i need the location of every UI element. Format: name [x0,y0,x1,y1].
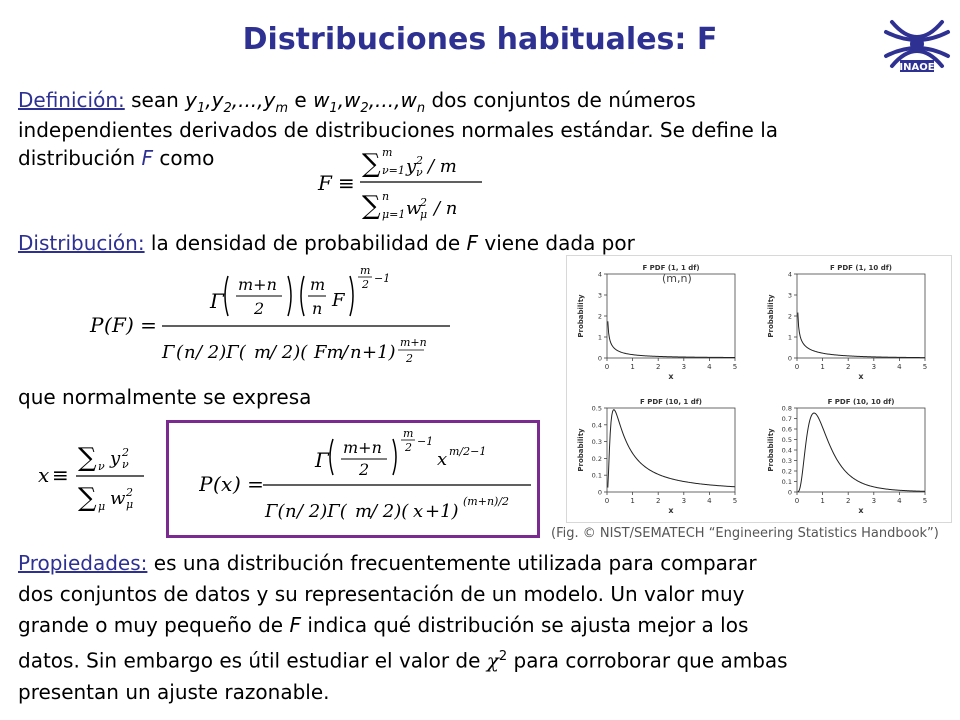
definition-line-1: Definición: sean $y_1,y_2,...,y_m$ e $w_1,w_2,...,w_n$ dos conjuntos de números [18,88,696,116]
x-tick-label: 1 [630,363,635,371]
svg-text:/ n: / n [434,198,458,219]
svg-text:m+n: m+n [238,275,277,294]
svg-text:ν=1: ν=1 [382,164,405,177]
y-tick-label: 0 [597,354,602,363]
y-tick-label: 0.4 [591,421,602,430]
svg-text:∑: ∑ [78,443,97,473]
svg-text:x: x [437,449,448,470]
pf-equation [88,262,460,382]
svg-text:) =: ) = [126,313,157,337]
svg-text:(: ( [104,313,112,337]
svg-text:Γ: Γ [162,342,175,363]
mn-label: (m,n) [662,272,692,285]
x-tick-label: 2 [655,363,661,371]
svg-text:(: ( [213,472,221,496]
chart-title: F PDF (1, 10 df) [830,264,892,272]
svg-text:2: 2 [126,486,133,499]
x-tick-label: 4 [707,497,712,505]
svg-text:m: m [355,501,373,522]
svg-text:m: m [360,264,371,277]
plot-frame [607,274,735,358]
svg-text:ν: ν [122,458,129,471]
x-tick-label: 5 [732,497,738,505]
definition-line-3: distribución F como [18,146,215,170]
svg-text:n: n [382,190,390,203]
svg-text:/ 2)(: / 2)( [371,501,409,522]
svg-text:m: m [382,146,393,159]
svg-text:−1: −1 [374,272,391,285]
svg-text:m: m [310,275,326,294]
y-tick-label: 0.8 [781,404,792,413]
inaoe-logo [878,8,956,80]
svg-text:INAOE: INAOE [899,62,935,73]
svg-text:m: m [403,427,414,440]
svg-text:2: 2 [405,441,412,454]
x-tick-label: 0 [604,497,610,505]
svg-text:2: 2 [420,196,427,209]
x-tick-label: 2 [845,497,851,505]
y-tick-label: 0.4 [781,446,792,455]
figure-caption: (Fig. © NIST/SEMATECH “Engineering Statistics Handbook”) [551,526,939,541]
svg-text:μ: μ [98,500,106,513]
svg-text:(m+n)/2: (m+n)/2 [463,495,510,508]
svg-text:Γ(: Γ( [265,501,285,522]
page-title: Distribuciones habituales: F [242,22,718,57]
properties-line-5: presentan un ajuste razonable. [18,679,330,704]
plot-frame [797,274,925,358]
x-tick-label: 3 [681,497,687,505]
definition-label: Definición: [18,88,125,112]
x-axis-label: x [668,372,674,381]
svg-text:Γ: Γ [210,289,224,313]
definition-line-2: independientes derivados de distribuciones normales estándar. Se define la [18,118,779,142]
x-tick-label: 5 [732,363,738,371]
x-tick-label: 4 [897,497,902,505]
svg-text:m/2−1: m/2−1 [449,445,487,458]
pdf-curve [798,413,925,492]
y-tick-label: 0.5 [781,436,792,444]
pdf-curve [798,313,925,358]
px-equation [199,427,535,535]
y-tick-label: 1 [597,333,602,342]
pdf-curve [608,321,735,357]
y-tick-label: 4 [597,270,602,279]
f-pdf-charts [567,256,951,522]
distribution-label: Distribución: [18,231,145,255]
svg-text:2: 2 [359,460,370,479]
y-axis-label: Probability [767,294,775,338]
y-tick-label: 3 [597,291,602,300]
svg-text:m+n: m+n [343,438,382,457]
svg-text:≡: ≡ [52,463,69,487]
x-tick-label: 0 [794,363,800,371]
svg-text:2: 2 [406,352,413,365]
properties-label: Propiedades: [18,551,148,575]
x-tick-label: 5 [922,363,928,371]
y-tick-label: 4 [787,270,792,279]
svg-text:n: n [285,501,297,522]
x-tick-label: 0 [604,363,610,371]
x-tick-label: 4 [707,363,712,371]
svg-text:+1): +1) [425,501,459,522]
x-definition-equation [34,436,164,520]
svg-text:μ: μ [420,208,428,221]
svg-text:−1: −1 [417,435,434,448]
svg-text:P: P [90,313,104,337]
y-tick-label: 0 [787,354,792,363]
y-tick-label: 0.2 [781,467,792,476]
properties-paragraph [18,548,788,708]
chart-title: F PDF (1, 1 df) [642,264,700,272]
plot-frame [607,408,735,492]
y-tick-label: 2 [597,312,602,321]
svg-text:+1): +1) [362,342,396,363]
svg-text:y: y [406,156,417,177]
y-tick-label: 1 [787,333,792,342]
x-axis-label: x [858,372,864,381]
x-axis-label: x [858,506,864,515]
svg-text:2: 2 [122,446,129,459]
svg-text:x: x [38,463,50,487]
distribution-line: Distribución: la densidad de probabilidad de F viene dada por [18,231,635,255]
x-tick-label: 3 [681,363,687,371]
svg-text:ν: ν [98,460,105,473]
svg-text:μ: μ [126,498,134,511]
svg-text:/ 2)(: / 2)( [270,342,308,363]
y-axis-label: Probability [577,428,585,472]
properties-line-2: dos conjuntos de datos y su representación de un modelo. Un valor muy [18,582,745,606]
svg-text:x: x [413,501,424,522]
svg-text:2: 2 [254,299,265,318]
svg-text:Fm: Fm [314,342,344,363]
expressed-text: que normalmente se expresa [18,385,312,409]
svg-text:Γ: Γ [315,448,329,472]
y-tick-label: 0.6 [781,425,792,434]
x-tick-label: 3 [871,497,877,505]
svg-text:μ=1: μ=1 [382,208,406,221]
y-tick-label: 2 [787,312,792,321]
x-tick-label: 4 [897,363,902,371]
x-axis-label: x [668,506,674,515]
svg-text:/ 2)Γ(: / 2)Γ( [196,342,246,363]
chart-title: F PDF (10, 10 df) [827,398,895,406]
plot-frame [797,408,925,492]
y-tick-label: 0.2 [591,454,602,463]
svg-text:F: F [112,313,126,337]
svg-text:F: F [332,290,345,311]
y-tick-label: 0.1 [591,471,602,480]
chart-title: F PDF (10, 1 df) [640,398,702,406]
y-tick-label: 3 [787,291,792,300]
y-tick-label: 0.3 [591,438,602,447]
x-tick-label: 1 [820,363,825,371]
svg-text:ν: ν [416,166,423,179]
svg-text:m+n: m+n [400,336,427,349]
svg-text:2: 2 [362,278,369,291]
y-tick-label: 0.1 [781,478,792,486]
y-tick-label: 0 [787,488,792,497]
f-pdf-figure [566,255,952,523]
svg-text:∑: ∑ [362,191,381,221]
svg-text:m: m [254,342,272,363]
properties-line-3: grande o muy pequeño de F indica qué distribución se ajusta mejor a los [18,613,749,637]
svg-text:(: ( [176,342,184,363]
y-axis-label: Probability [767,428,775,472]
x-tick-label: 1 [630,497,635,505]
properties-line-4: datos. Sin embargo es útil estudiar el valor de $\chi^2$ para corroborar que ambas [18,648,788,673]
y-tick-label: 0.5 [591,404,602,413]
px-box [166,420,540,538]
properties-line-1: Propiedades: es una distribución frecuentemente utilizada para comparar [18,551,757,575]
x-tick-label: 5 [922,497,928,505]
svg-text:2: 2 [416,154,423,167]
svg-text:n: n [350,342,362,363]
svg-text:∑: ∑ [78,483,97,513]
svg-text:/ 2)Γ(: / 2)Γ( [297,501,347,522]
y-axis-label: Probability [577,294,585,338]
y-tick-label: 0.3 [781,457,792,465]
svg-text:/ m: / m [428,156,457,177]
svg-text:≡: ≡ [338,171,355,195]
pdf-curve [608,410,735,488]
f-definition-equation [316,142,486,228]
x-tick-label: 3 [871,363,877,371]
svg-text:w: w [406,198,422,219]
svg-text:∑: ∑ [362,149,381,179]
svg-text:P: P [199,472,213,496]
y-tick-label: 0.7 [781,415,792,423]
svg-text:/: / [342,342,349,363]
svg-text:n: n [184,342,196,363]
svg-text:x: x [221,472,233,496]
svg-text:y: y [110,448,121,469]
svg-text:n: n [312,299,323,318]
x-tick-label: 1 [820,497,825,505]
svg-text:) =: ) = [233,472,264,496]
x-tick-label: 0 [794,497,800,505]
svg-text:F: F [318,171,332,195]
x-tick-label: 2 [655,497,661,505]
y-tick-label: 0 [597,488,602,497]
svg-text:w: w [110,488,126,509]
x-tick-label: 2 [845,363,851,371]
